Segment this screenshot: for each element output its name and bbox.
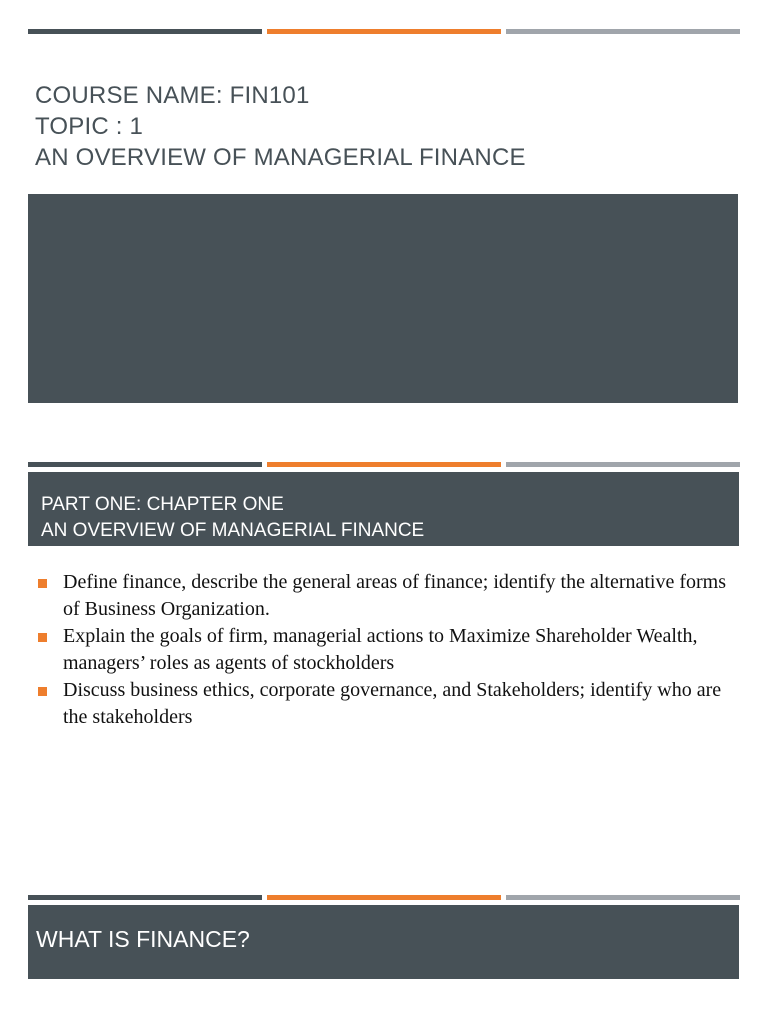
- what-is-finance-heading: WHAT IS FINANCE?: [36, 926, 250, 952]
- slide3-cut-off-text: [36, 1014, 456, 1024]
- course-name-line: COURSE NAME: FIN101: [35, 82, 310, 109]
- topic-line: TOPIC : 1: [35, 113, 144, 140]
- list-item-text: Define finance, describe the general areas of finance; identify the alternative forms of Business Organization.: [63, 571, 727, 620]
- list-item: [36, 623, 736, 677]
- chapter-title-heading: AN OVERVIEW OF MANAGERIAL FINANCE: [41, 520, 425, 541]
- square-bullet-icon: [38, 579, 47, 588]
- slide2-accent-bar-orange: [267, 462, 501, 467]
- square-bullet-icon: [38, 687, 47, 696]
- slide2-accent-bar-dark: [28, 462, 262, 467]
- slide3-accent-bar-gray: [506, 895, 740, 900]
- list-item: [36, 677, 736, 731]
- slide1-accent-bar-gray: [506, 29, 740, 34]
- objectives-list: [36, 569, 736, 731]
- square-bullet-icon: [38, 633, 47, 642]
- slide1-title: [35, 80, 526, 173]
- slide3-accent-bar-dark: [28, 895, 262, 900]
- slide1-accent-bar-orange: [267, 29, 501, 34]
- list-item-text: Discuss business ethics, corporate governance, and Stakeholders; identify who are the stakeholders: [63, 679, 722, 728]
- slide2-accent-bar-gray: [506, 462, 740, 467]
- slide2-header-panel: [28, 472, 739, 546]
- slide1-dark-block: [28, 194, 738, 403]
- slide3-title-panel: [28, 905, 739, 979]
- part-one-heading: PART ONE: CHAPTER ONE: [41, 494, 284, 515]
- list-item: [36, 569, 736, 623]
- list-item-text: Explain the goals of firm, managerial actions to Maximize Shareholder Wealth, managers’ roles as agents of stockholders: [63, 625, 698, 674]
- slide3-accent-bar-orange: [267, 895, 501, 900]
- slide1-accent-bar-dark: [28, 29, 262, 34]
- overview-line: AN OVERVIEW OF MANAGERIAL FINANCE: [35, 144, 526, 171]
